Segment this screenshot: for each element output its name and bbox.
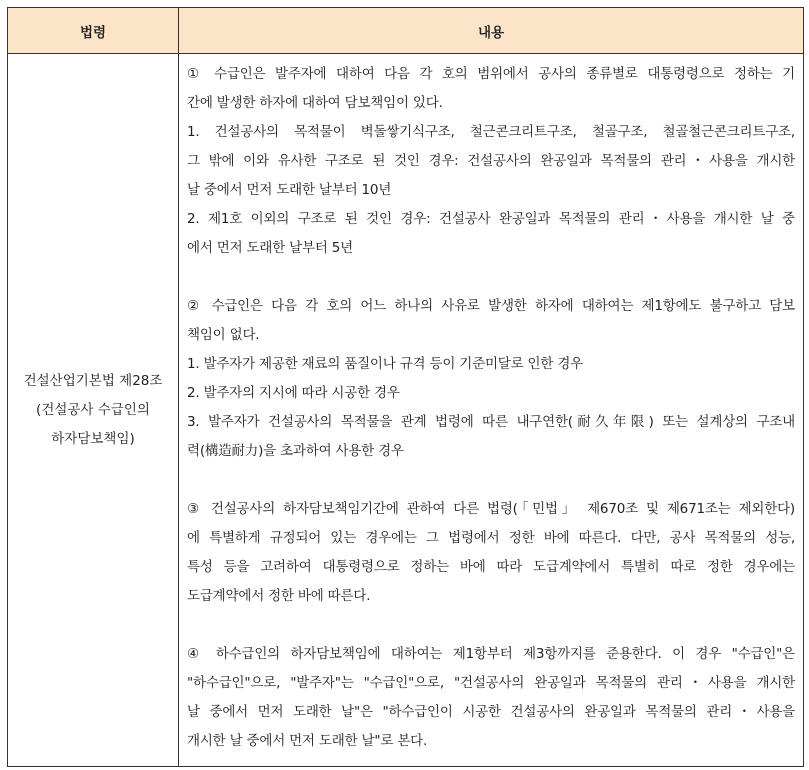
paragraph-line: 도급계약에서 정한 바에 따른다. bbox=[187, 588, 371, 604]
paragraph-line: 날 중에서 먼저 도래한 날부터 10년 bbox=[187, 182, 392, 198]
content-cell bbox=[179, 54, 804, 767]
paragraph-line: ③ 건설공사의 하자담보책임기간에 관하여 다른 법령(「민법」 제670조 및 제671조는 제외한다) bbox=[187, 501, 795, 517]
paragraph-1 bbox=[187, 60, 795, 263]
paragraph-line: 간에 발생한 하자에 대하여 담보책임이 있다. bbox=[187, 95, 443, 111]
paragraph-line: 2. 발주자의 지시에 따라 시공한 경우 bbox=[187, 385, 400, 401]
law-cell bbox=[8, 54, 179, 767]
law-name-line: 하자담보책임) bbox=[51, 430, 135, 447]
paragraph-2 bbox=[187, 292, 795, 466]
table-row bbox=[8, 54, 804, 767]
paragraph-line: ② 수급인은 다음 각 호의 어느 하나의 사유로 발생한 하자에 대하여는 제1항에도 불구하고 담보 bbox=[187, 298, 795, 314]
paragraph-line: 3. 발주자가 건설공사의 목적물을 관계 법령에 따른 내구연한(耐久年限) 또는 설계상의 구조내 bbox=[187, 414, 795, 430]
paragraph-line: 날 중에서 먼저 도래한 날"은 "하수급인이 시공한 건설공사의 완공일과 목적물의 관리・사용을 bbox=[187, 704, 795, 720]
law-table bbox=[7, 7, 804, 767]
law-name-line: 건설산업기본법 제28조 bbox=[23, 372, 163, 389]
header-row bbox=[8, 8, 804, 54]
paragraph-line: 개시한 날 중에서 먼저 도래한 날"로 본다. bbox=[187, 733, 428, 749]
paragraph-line: 1. 발주자가 제공한 재료의 품질이나 규격 등이 기준미달로 인한 경우 bbox=[187, 356, 584, 372]
header-content: 내용 bbox=[179, 8, 804, 54]
paragraph-line: ① 수급인은 발주자에 대하여 다음 각 호의 범위에서 공사의 종류별로 대통령령으로 정하는 기 bbox=[187, 66, 795, 82]
paragraph-line: 에 특별하게 규정되어 있는 경우에는 그 법령에서 정한 바에 따른다. 다만, 공사 목적물의 성능, bbox=[187, 530, 795, 546]
paragraph-line: 력(構造耐力)을 초과하여 사용한 경우 bbox=[187, 443, 404, 459]
paragraph-line: 책임이 없다. bbox=[187, 327, 260, 343]
paragraph-line: 2. 제1호 이외의 구조로 된 것인 경우: 건설공사 완공일과 목적물의 관리・사용을 개시한 날 중 bbox=[187, 211, 795, 227]
paragraph-4 bbox=[187, 640, 795, 756]
law-name-line: (건설공사 수급인의 bbox=[36, 401, 150, 418]
paragraph-line: 그 밖에 이와 유사한 구조로 된 것인 경우: 건설공사의 완공일과 목적물의 관리・사용을 개시한 bbox=[187, 153, 796, 169]
paragraph-line: ④ 하수급인의 하자담보책임에 대하여는 제1항부터 제3항까지를 준용한다. 이 경우 "수급인"은 bbox=[187, 646, 795, 662]
paragraph-line: 특성 등을 고려하여 대통령령으로 정하는 바에 따라 도급계약에서 특별히 따로 정한 경우에는 bbox=[187, 559, 795, 575]
paragraph-line: 에서 먼저 도래한 날부터 5년 bbox=[187, 240, 354, 256]
paragraph-line: "하수급인"으로, "발주자"는 "수급인"으로, "건설공사의 완공일과 목적물의 관리・사용을 개시한 bbox=[187, 675, 795, 691]
paragraph-3 bbox=[187, 495, 795, 611]
header-law: 법령 bbox=[8, 8, 179, 54]
paragraph-line: 1. 건설공사의 목적물이 벽돌쌓기식구조, 철근콘크리트구조, 철골구조, 철골철근콘크리트구조, bbox=[187, 124, 795, 140]
